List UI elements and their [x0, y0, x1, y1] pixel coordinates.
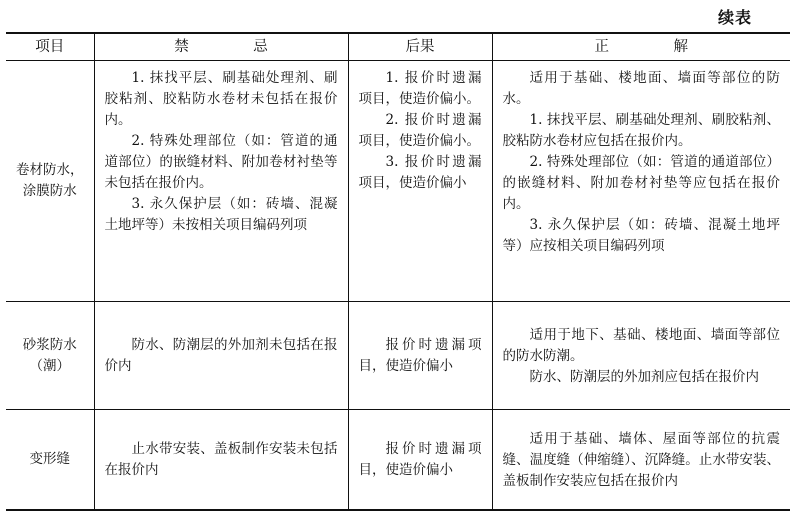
- taboo-paragraph: 3. 永久保护层（如：砖墙、混凝土地坪等）未按相关项目编码列项: [104, 196, 338, 233]
- taboo-table: [6, 32, 790, 511]
- header-item: 项目: [6, 33, 94, 61]
- table-row: [6, 61, 790, 302]
- consequence-paragraph: 2. 报价时遗漏项目，使造价偏小。: [358, 112, 482, 149]
- consequence-paragraph: 3. 报价时遗漏项目，使造价偏小: [358, 154, 482, 191]
- row-item: 砂浆防水（潮）: [6, 302, 94, 410]
- consequence-paragraph: 报价时遗漏项目，使造价偏小: [358, 441, 482, 478]
- row-taboo: [94, 61, 348, 302]
- correct-paragraph: 3. 永久保护层（如：砖墙、混凝土地坪等）应按相关项目编码列项: [502, 217, 780, 254]
- taboo-paragraph: 2. 特殊处理部位（如：管道的通道部位）的嵌缝材料、附加卷材衬垫等未包括在报价内。: [104, 133, 338, 191]
- header-row: [6, 33, 790, 61]
- table-row: [6, 302, 790, 410]
- table-row: [6, 410, 790, 511]
- header-correct: 正 解: [492, 33, 790, 61]
- row-taboo: [94, 410, 348, 511]
- header-taboo: 禁 忌: [94, 33, 348, 61]
- row-consequence: [348, 302, 492, 410]
- row-item: 变形缝: [6, 410, 94, 511]
- consequence-paragraph: 报价时遗漏项目，使造价偏小: [358, 337, 482, 374]
- correct-paragraph: 适用于基础、墙体、屋面等部位的抗震缝、温度缝（伸缩缝）、沉降缝。止水带安装、盖板制作安装应包括在报价内: [502, 430, 780, 489]
- row-correct: [492, 61, 790, 302]
- row-correct: [492, 302, 790, 410]
- correct-paragraph: 适用于地下、基础、楼地面、墙面等部位的防水防潮。: [502, 326, 780, 364]
- row-consequence: [348, 410, 492, 511]
- continued-label: 续表: [717, 8, 752, 27]
- correct-paragraph: 适用于基础、楼地面、墙面等部位的防水。: [502, 70, 780, 107]
- correct-paragraph: 1. 抹找平层、刷基础处理剂、刷胶粘剂、胶粘防水卷材应包括在报价内。: [502, 112, 780, 149]
- taboo-paragraph: 止水带安装、盖板制作安装未包括在报价内: [104, 441, 338, 478]
- consequence-paragraph: 1. 报价时遗漏项目，使造价偏小。: [358, 70, 482, 107]
- row-item: 卷材防水，涂膜防水: [6, 61, 94, 302]
- correct-paragraph: 防水、防潮层的外加剂应包括在报价内: [529, 368, 759, 385]
- taboo-paragraph: 1. 抹找平层、刷基础处理剂、刷胶粘剂、胶粘防水卷材未包括在报价内。: [104, 70, 338, 128]
- row-correct: [492, 410, 790, 511]
- taboo-paragraph: 防水、防潮层的外加剂未包括在报价内: [104, 337, 338, 374]
- row-taboo: [94, 302, 348, 410]
- row-consequence: [348, 61, 492, 302]
- header-consequence: 后果: [348, 33, 492, 61]
- correct-paragraph: 2. 特殊处理部位（如：管道的通道部位）的嵌缝材料、附加卷材衬垫等应包括在报价内。: [502, 154, 780, 212]
